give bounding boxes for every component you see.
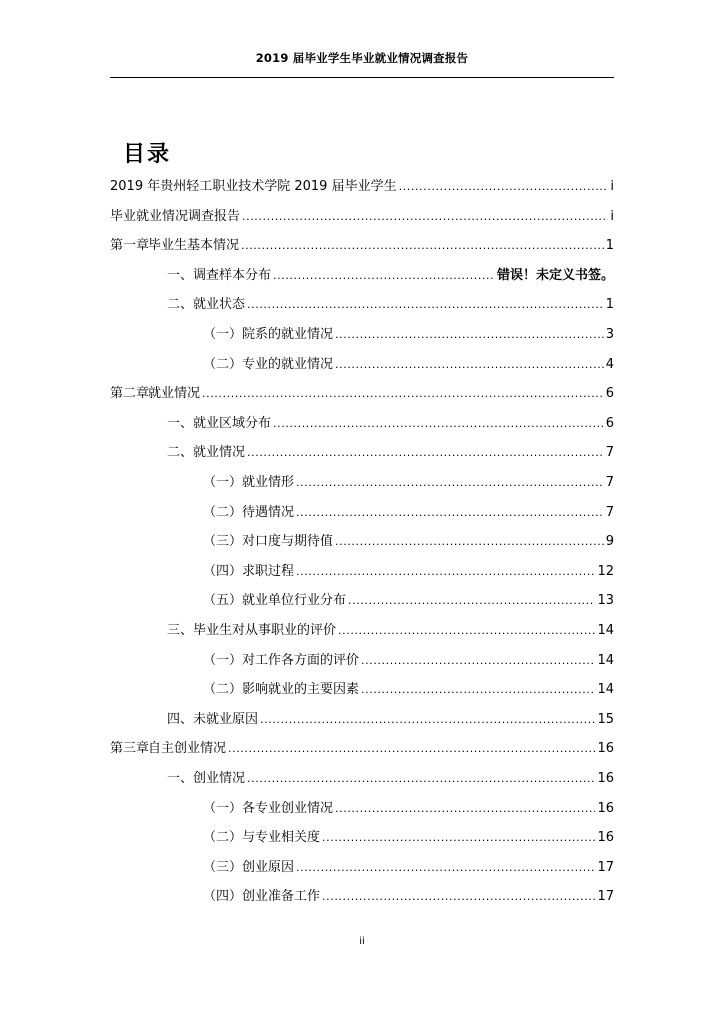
- dot-leader: [247, 294, 604, 316]
- page-number: ii: [359, 936, 365, 947]
- dot-leader: [241, 235, 604, 257]
- header-divider: [110, 77, 614, 78]
- toc-entry-error: 错误！未定义书签。: [496, 268, 614, 283]
- toc-entry[interactable]: [203, 502, 614, 524]
- dot-leader: [296, 502, 604, 524]
- toc-entry-page: 14: [597, 653, 614, 668]
- toc-entry-page: 4: [605, 357, 614, 372]
- toc-entry-page: 1: [605, 297, 614, 312]
- running-header: 2019 届毕业学生毕业就业情况调查报告: [255, 51, 469, 65]
- toc-entry-number: （二）: [203, 830, 243, 845]
- toc-entry-title: 就业单位行业分布: [242, 593, 347, 608]
- toc-entry-page: 17: [597, 889, 614, 904]
- dot-leader: [296, 472, 604, 494]
- toc-entry-page: 14: [597, 682, 614, 697]
- toc-entry[interactable]: [203, 354, 614, 376]
- toc-entry-title: 毕业生对从事职业的评价: [193, 623, 337, 638]
- toc-entry-title: 自主创业情况: [148, 741, 227, 756]
- toc-entry[interactable]: [167, 294, 614, 316]
- toc-entry-number: （四）: [203, 889, 243, 904]
- dot-leader: [242, 206, 608, 228]
- toc-entry-number: 二、: [167, 445, 194, 460]
- toc-entry[interactable]: [203, 531, 614, 553]
- toc-entry-title: 院系的就业情况: [242, 327, 334, 342]
- toc-entry[interactable]: [203, 679, 614, 701]
- toc-entry-number: （一）: [203, 475, 243, 490]
- toc-entry-number: （三）: [203, 534, 243, 549]
- dot-leader: [348, 590, 595, 612]
- toc-entry-page: 16: [597, 771, 614, 786]
- toc-entry-title: 就业状态: [193, 297, 246, 312]
- toc-entry-page: 6: [605, 416, 614, 431]
- toc-entry-number: （二）: [203, 682, 243, 697]
- toc-entry[interactable]: [203, 886, 614, 908]
- toc-entry-number: 二、: [167, 297, 194, 312]
- toc-entry-page: 3: [605, 327, 614, 342]
- toc-entry-page: 12: [597, 564, 614, 579]
- toc-entry-page: i: [610, 209, 614, 224]
- toc-entry-page: 15: [597, 712, 614, 727]
- dot-leader: [399, 176, 609, 198]
- toc-entry[interactable]: [203, 857, 614, 879]
- toc-entry-number: （二）: [203, 357, 243, 372]
- toc-entry-title: 2019 年贵州轻工职业技术学院 2019 届毕业学生: [110, 179, 397, 194]
- dot-leader: [260, 709, 595, 731]
- dot-leader: [296, 857, 595, 879]
- toc-entry-title: 创业原因: [242, 860, 295, 875]
- toc-entry[interactable]: [110, 235, 614, 257]
- toc-entry-page: i: [610, 179, 614, 194]
- dot-leader: [273, 413, 604, 435]
- toc-entry-number: 一、: [167, 416, 194, 431]
- dot-leader: [322, 827, 595, 849]
- dot-leader: [335, 354, 604, 376]
- toc-entry-page: 14: [597, 623, 614, 638]
- toc-entry-title: 毕业就业情况调查报告: [110, 209, 241, 224]
- toc-entry[interactable]: [203, 827, 614, 849]
- toc-entry-number: （四）: [203, 564, 243, 579]
- toc-entry[interactable]: [110, 176, 614, 198]
- toc-entry-title: 创业准备工作: [242, 889, 321, 904]
- toc-entry-number: （五）: [203, 593, 243, 608]
- toc-entry-number: （一）: [203, 801, 243, 816]
- toc-entry[interactable]: [203, 650, 614, 672]
- toc-entry-title: 就业情况: [148, 386, 201, 401]
- toc-entry[interactable]: [167, 442, 614, 464]
- toc-entry[interactable]: [167, 265, 614, 287]
- toc-entry-title: 待遇情况: [242, 505, 295, 520]
- toc-entry-page: 16: [597, 830, 614, 845]
- dot-leader: [322, 886, 595, 908]
- toc-entry-title: 就业情形: [242, 475, 295, 490]
- toc-entry-number: 一、: [167, 771, 194, 786]
- toc-entry-title: 就业情况: [193, 445, 246, 460]
- dot-leader: [335, 324, 604, 346]
- toc-title: 目录: [123, 142, 172, 167]
- toc-entry-title: 就业区域分布: [193, 416, 272, 431]
- dot-leader: [296, 561, 595, 583]
- toc-entry-number: （三）: [203, 860, 243, 875]
- dot-leader: [202, 383, 604, 405]
- toc-entry[interactable]: [203, 590, 614, 612]
- toc-entry-number: （一）: [203, 327, 243, 342]
- toc-entry-title: 专业的就业情况: [242, 357, 334, 372]
- toc-entry-title: 调查样本分布: [193, 268, 272, 283]
- toc-entry[interactable]: [110, 383, 614, 405]
- toc-entry-title: 影响就业的主要因素: [242, 682, 360, 697]
- toc-entry-number: 第一章: [110, 238, 150, 253]
- dot-leader: [335, 531, 604, 553]
- toc-entry-title: 对口度与期待值: [242, 534, 334, 549]
- toc-entry-page: 17: [597, 860, 614, 875]
- dot-leader: [338, 620, 595, 642]
- toc-entry-page: 13: [597, 593, 614, 608]
- toc-entry-page: 1: [605, 238, 614, 253]
- toc-entry-page: 7: [605, 445, 614, 460]
- toc-entry-title: 对工作各方面的评价: [242, 653, 360, 668]
- toc-entry-number: （一）: [203, 653, 243, 668]
- toc-entry-title: 毕业生基本情况: [148, 238, 240, 253]
- toc-entry[interactable]: [203, 561, 614, 583]
- toc-entry-title: 未就业原因: [193, 712, 259, 727]
- dot-leader: [228, 738, 595, 760]
- toc-entry-page: 6: [605, 386, 614, 401]
- dot-leader: [247, 768, 595, 790]
- dot-leader: [273, 265, 495, 287]
- toc-entry[interactable]: [167, 709, 614, 731]
- toc-entry-number: 一、: [167, 268, 194, 283]
- toc-entry[interactable]: [203, 472, 614, 494]
- toc-entry-title: 各专业创业情况: [242, 801, 334, 816]
- toc-entry[interactable]: [110, 206, 614, 228]
- toc-entry-title: 求职过程: [242, 564, 295, 579]
- toc-entry-number: 第三章: [110, 741, 150, 756]
- toc-entry-number: 第二章: [110, 386, 150, 401]
- toc-entry-page: 16: [597, 741, 614, 756]
- dot-leader: [361, 650, 595, 672]
- toc-entry-page: 16: [597, 801, 614, 816]
- dot-leader: [361, 679, 595, 701]
- toc-entry-number: 四、: [167, 712, 194, 727]
- toc-entry-number: 三、: [167, 623, 194, 638]
- dot-leader: [247, 442, 604, 464]
- toc-entry[interactable]: [110, 738, 614, 760]
- toc-entry-title: 与专业相关度: [242, 830, 321, 845]
- toc-entry[interactable]: [167, 768, 614, 790]
- toc-entry-page: 7: [605, 505, 614, 520]
- toc-entry-page: 7: [605, 475, 614, 490]
- toc-entry[interactable]: [203, 324, 614, 346]
- toc-entry-number: （二）: [203, 505, 243, 520]
- toc-entry[interactable]: [203, 798, 614, 820]
- toc-entry[interactable]: [167, 413, 614, 435]
- toc-entry-title: 创业情况: [193, 771, 246, 786]
- toc-entry[interactable]: [167, 620, 614, 642]
- dot-leader: [335, 798, 595, 820]
- toc-entry-page: 9: [605, 534, 614, 549]
